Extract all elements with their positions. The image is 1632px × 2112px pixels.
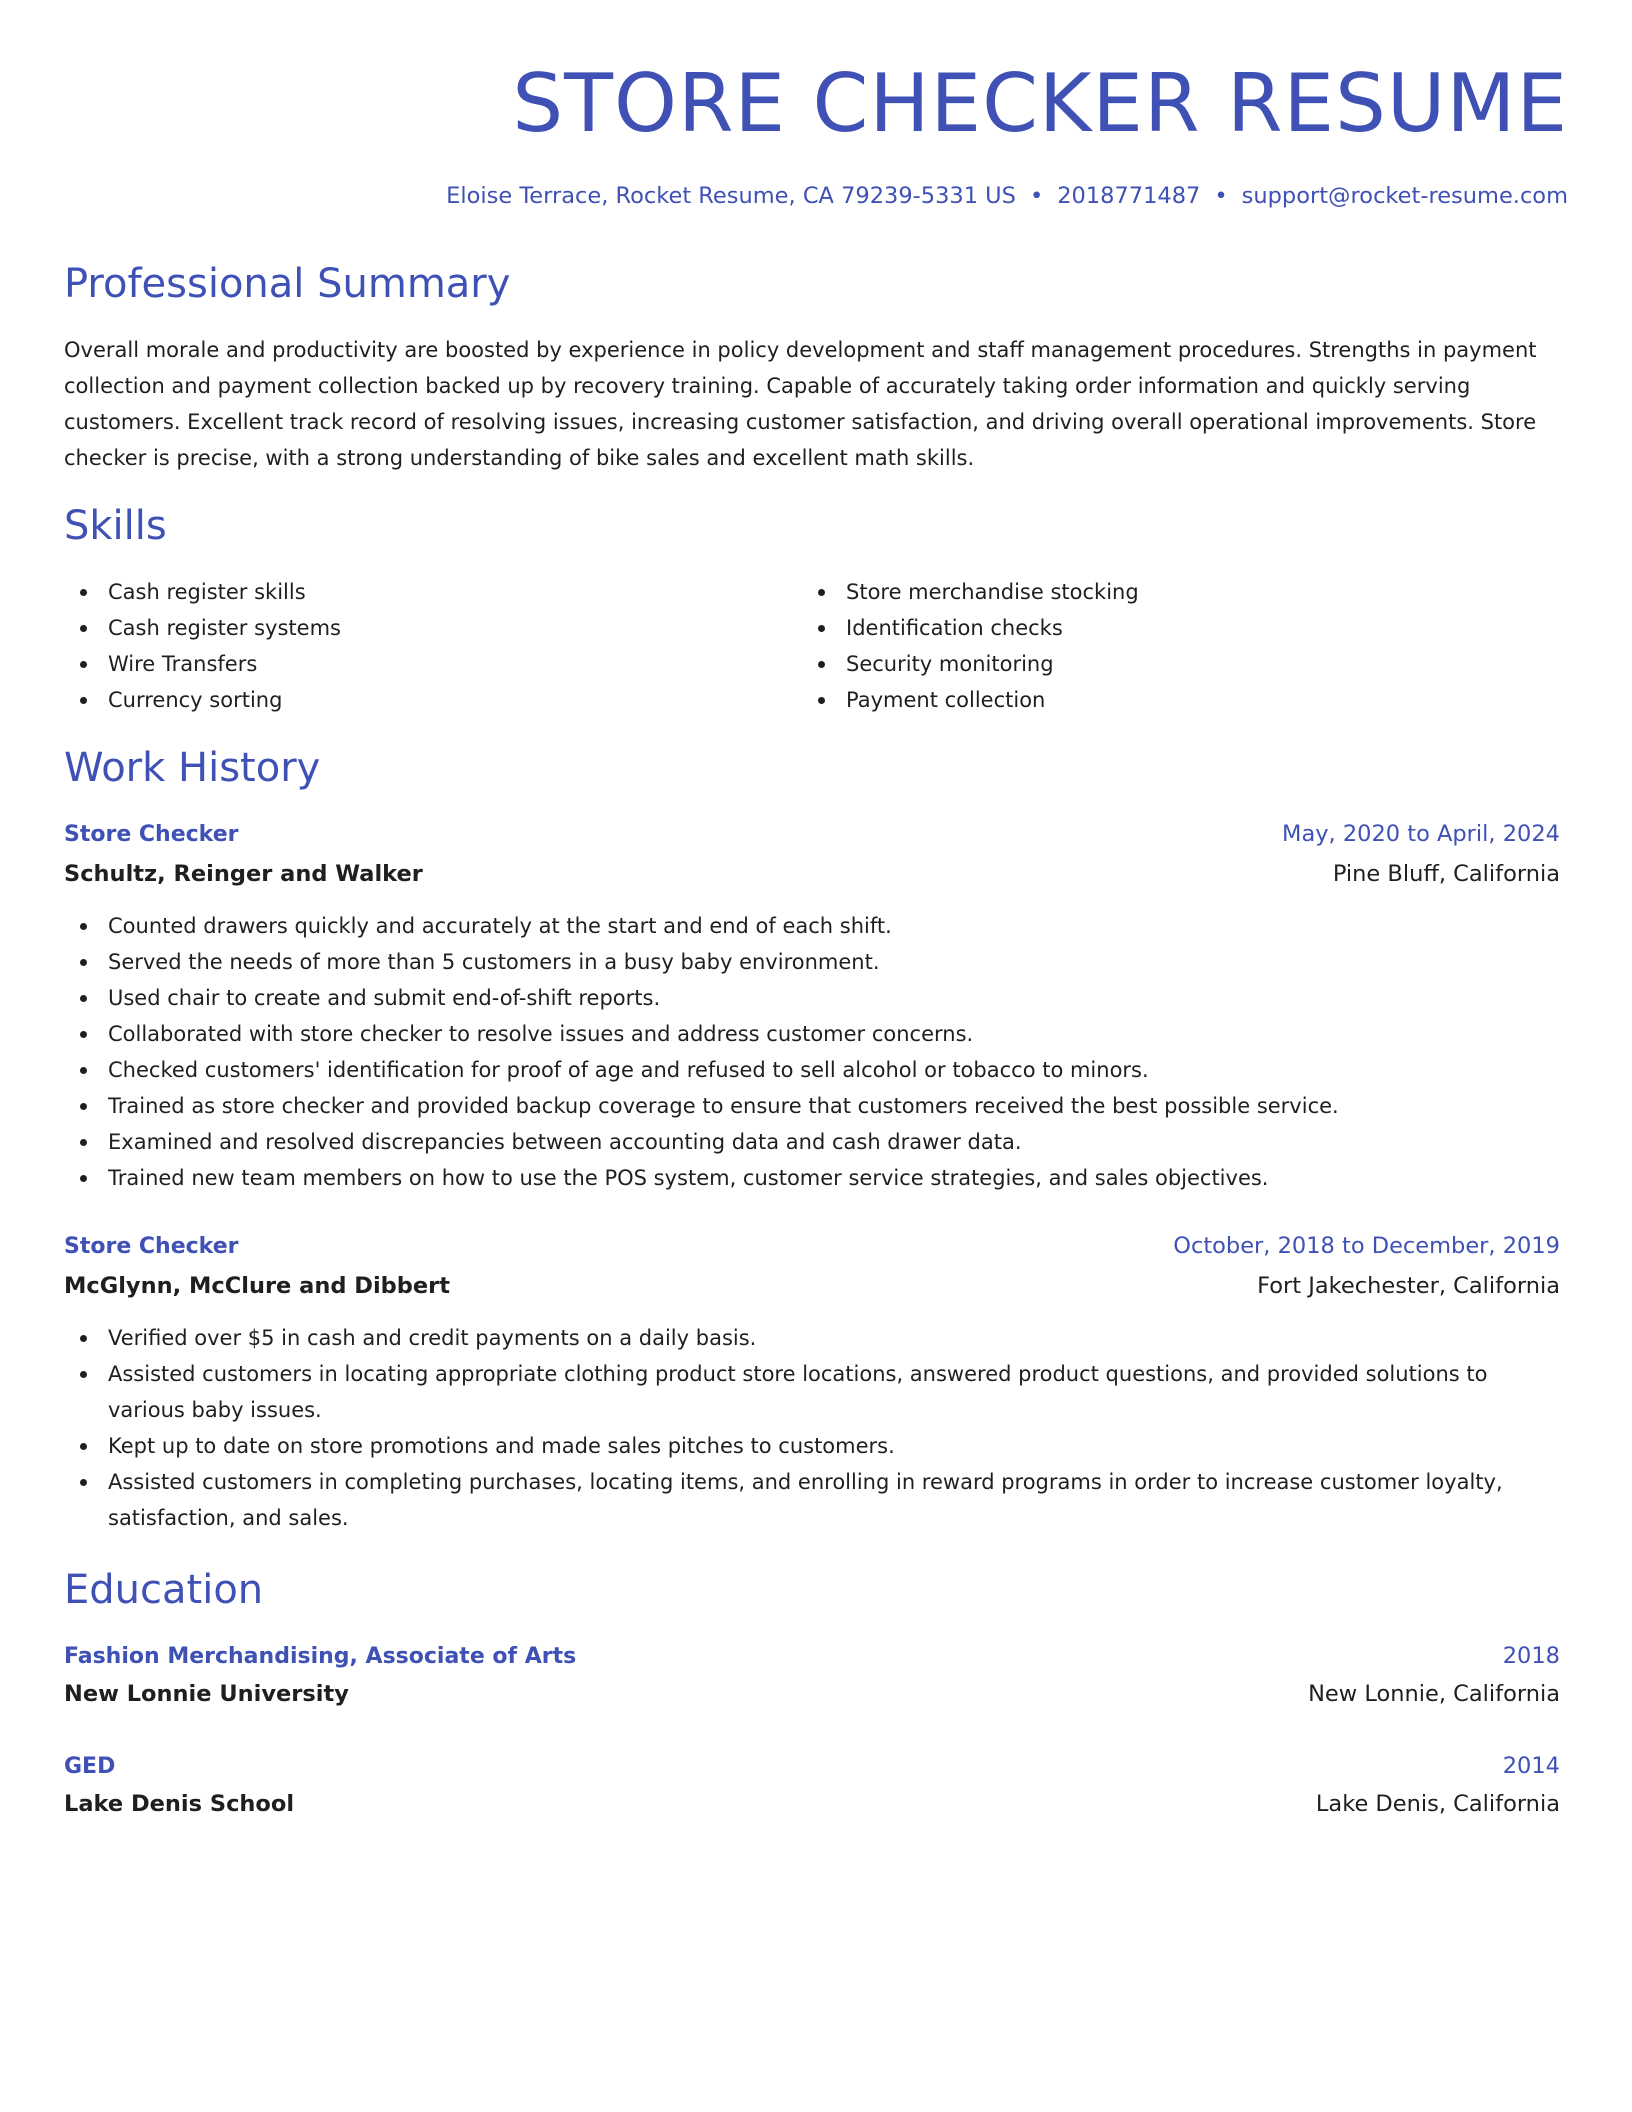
job-bullet: Served the needs of more than 5 customers in a busy baby environment. [64,944,1560,980]
job-employer-row [64,858,1560,890]
job-bullet: Trained as store checker and provided backup coverage to ensure that customers received the best possible service. [64,1088,1560,1124]
education-location: New Lonnie, California [1308,1681,1560,1707]
education-year: 2014 [1502,1753,1560,1779]
skill-item: Payment collection [802,682,1502,718]
job-dates: October, 2018 to December, 2019 [1173,1233,1560,1259]
job-title: Store Checker [64,1234,239,1259]
job-bullet: Checked customers' identification for proof of age and refused to sell alcohol or tobacco to minors. [64,1052,1560,1088]
education-school: New Lonnie University [64,1681,349,1707]
job-bullet: Verified over $5 in cash and credit payments on a daily basis. [64,1320,1560,1356]
job-bullet: Assisted customers in completing purchases, locating items, and enrolling in reward programs in order to increase customer loyalty, satisfaction, and sales. [64,1464,1560,1536]
job-bullet: Counted drawers quickly and accurately at the start and end of each shift. [64,908,1560,944]
education-degree: Fashion Merchandising, Associate of Arts [64,1644,577,1669]
resume-title: STORE CHECKER RESUME [512,57,1568,150]
education-location: Lake Denis, California [1315,1791,1560,1817]
job-title: Store Checker [64,822,239,847]
job-bullets [64,908,1560,1196]
education-school: Lake Denis School [64,1791,295,1817]
contact-line [446,180,1568,212]
job-header [64,818,1560,851]
job-bullet: Used chair to create and submit end-of-shift reports. [64,980,1560,1016]
summary-text: Overall morale and productivity are boosted by experience in policy development and staff management procedures. Strengths in payment collection and payment collection backed up by recovery training. Capable of accurately taking order information and quickly serving customers. Excellent track record of resolving issues, increasing customer satisfaction, and driving overall operational improvements. Store checker is precise, with a strong understanding of bike sales and excellent math skills. [64,338,1537,470]
job-bullets [64,1320,1560,1536]
skills-heading: Skills [64,503,167,549]
skill-item: Identification checks [802,610,1502,646]
job-bullet: Kept up to date on store promotions and made sales pitches to customers. [64,1428,1560,1464]
contact-phone: 2018771487 [1057,183,1201,209]
job-bullet: Collaborated with store checker to resolve issues and address customer concerns. [64,1016,1560,1052]
skill-item: Store merchandise stocking [802,574,1502,610]
contact-email[interactable]: support@rocket-resume.com [1241,183,1568,209]
contact-separator: • [1214,183,1228,209]
contact-separator: • [1029,183,1044,209]
job-bullet: Trained new team members on how to use the POS system, customer service strategies, and sales objectives. [64,1160,1560,1196]
skill-item: Cash register systems [64,610,764,646]
job-employer-row [64,1270,1560,1302]
job-employer: Schultz, Reinger and Walker [64,861,423,887]
education-school-row [64,1788,1560,1820]
skill-item: Cash register skills [64,574,764,610]
education-header [64,1750,1560,1783]
skill-item: Security monitoring [802,646,1502,682]
job-location: Pine Bluff, California [1332,861,1560,887]
skills-left-column [64,574,764,718]
job-header [64,1230,1560,1263]
education-school-row [64,1678,1560,1710]
skill-item: Wire Transfers [64,646,764,682]
job-dates: May, 2020 to April, 2024 [1282,821,1560,847]
skill-item: Currency sorting [64,682,764,718]
skills-right-column [802,574,1502,718]
job-employer: McGlynn, McClure and Dibbert [64,1273,451,1299]
education-heading: Education [64,1567,264,1613]
summary-heading: Professional Summary [64,261,511,307]
job-bullet: Assisted customers in locating appropriate clothing product store locations, answered product questions, and provided solutions to various baby issues. [64,1356,1560,1428]
job-bullet: Examined and resolved discrepancies between accounting data and cash drawer data. [64,1124,1560,1160]
job-location: Fort Jakechester, California [1257,1273,1560,1299]
education-header [64,1640,1560,1673]
education-degree: GED [64,1754,116,1779]
contact-address: Eloise Terrace, Rocket Resume, CA 79239-5331 US [446,183,1016,209]
work-history-heading: Work History [64,745,321,791]
education-year: 2018 [1502,1643,1560,1669]
